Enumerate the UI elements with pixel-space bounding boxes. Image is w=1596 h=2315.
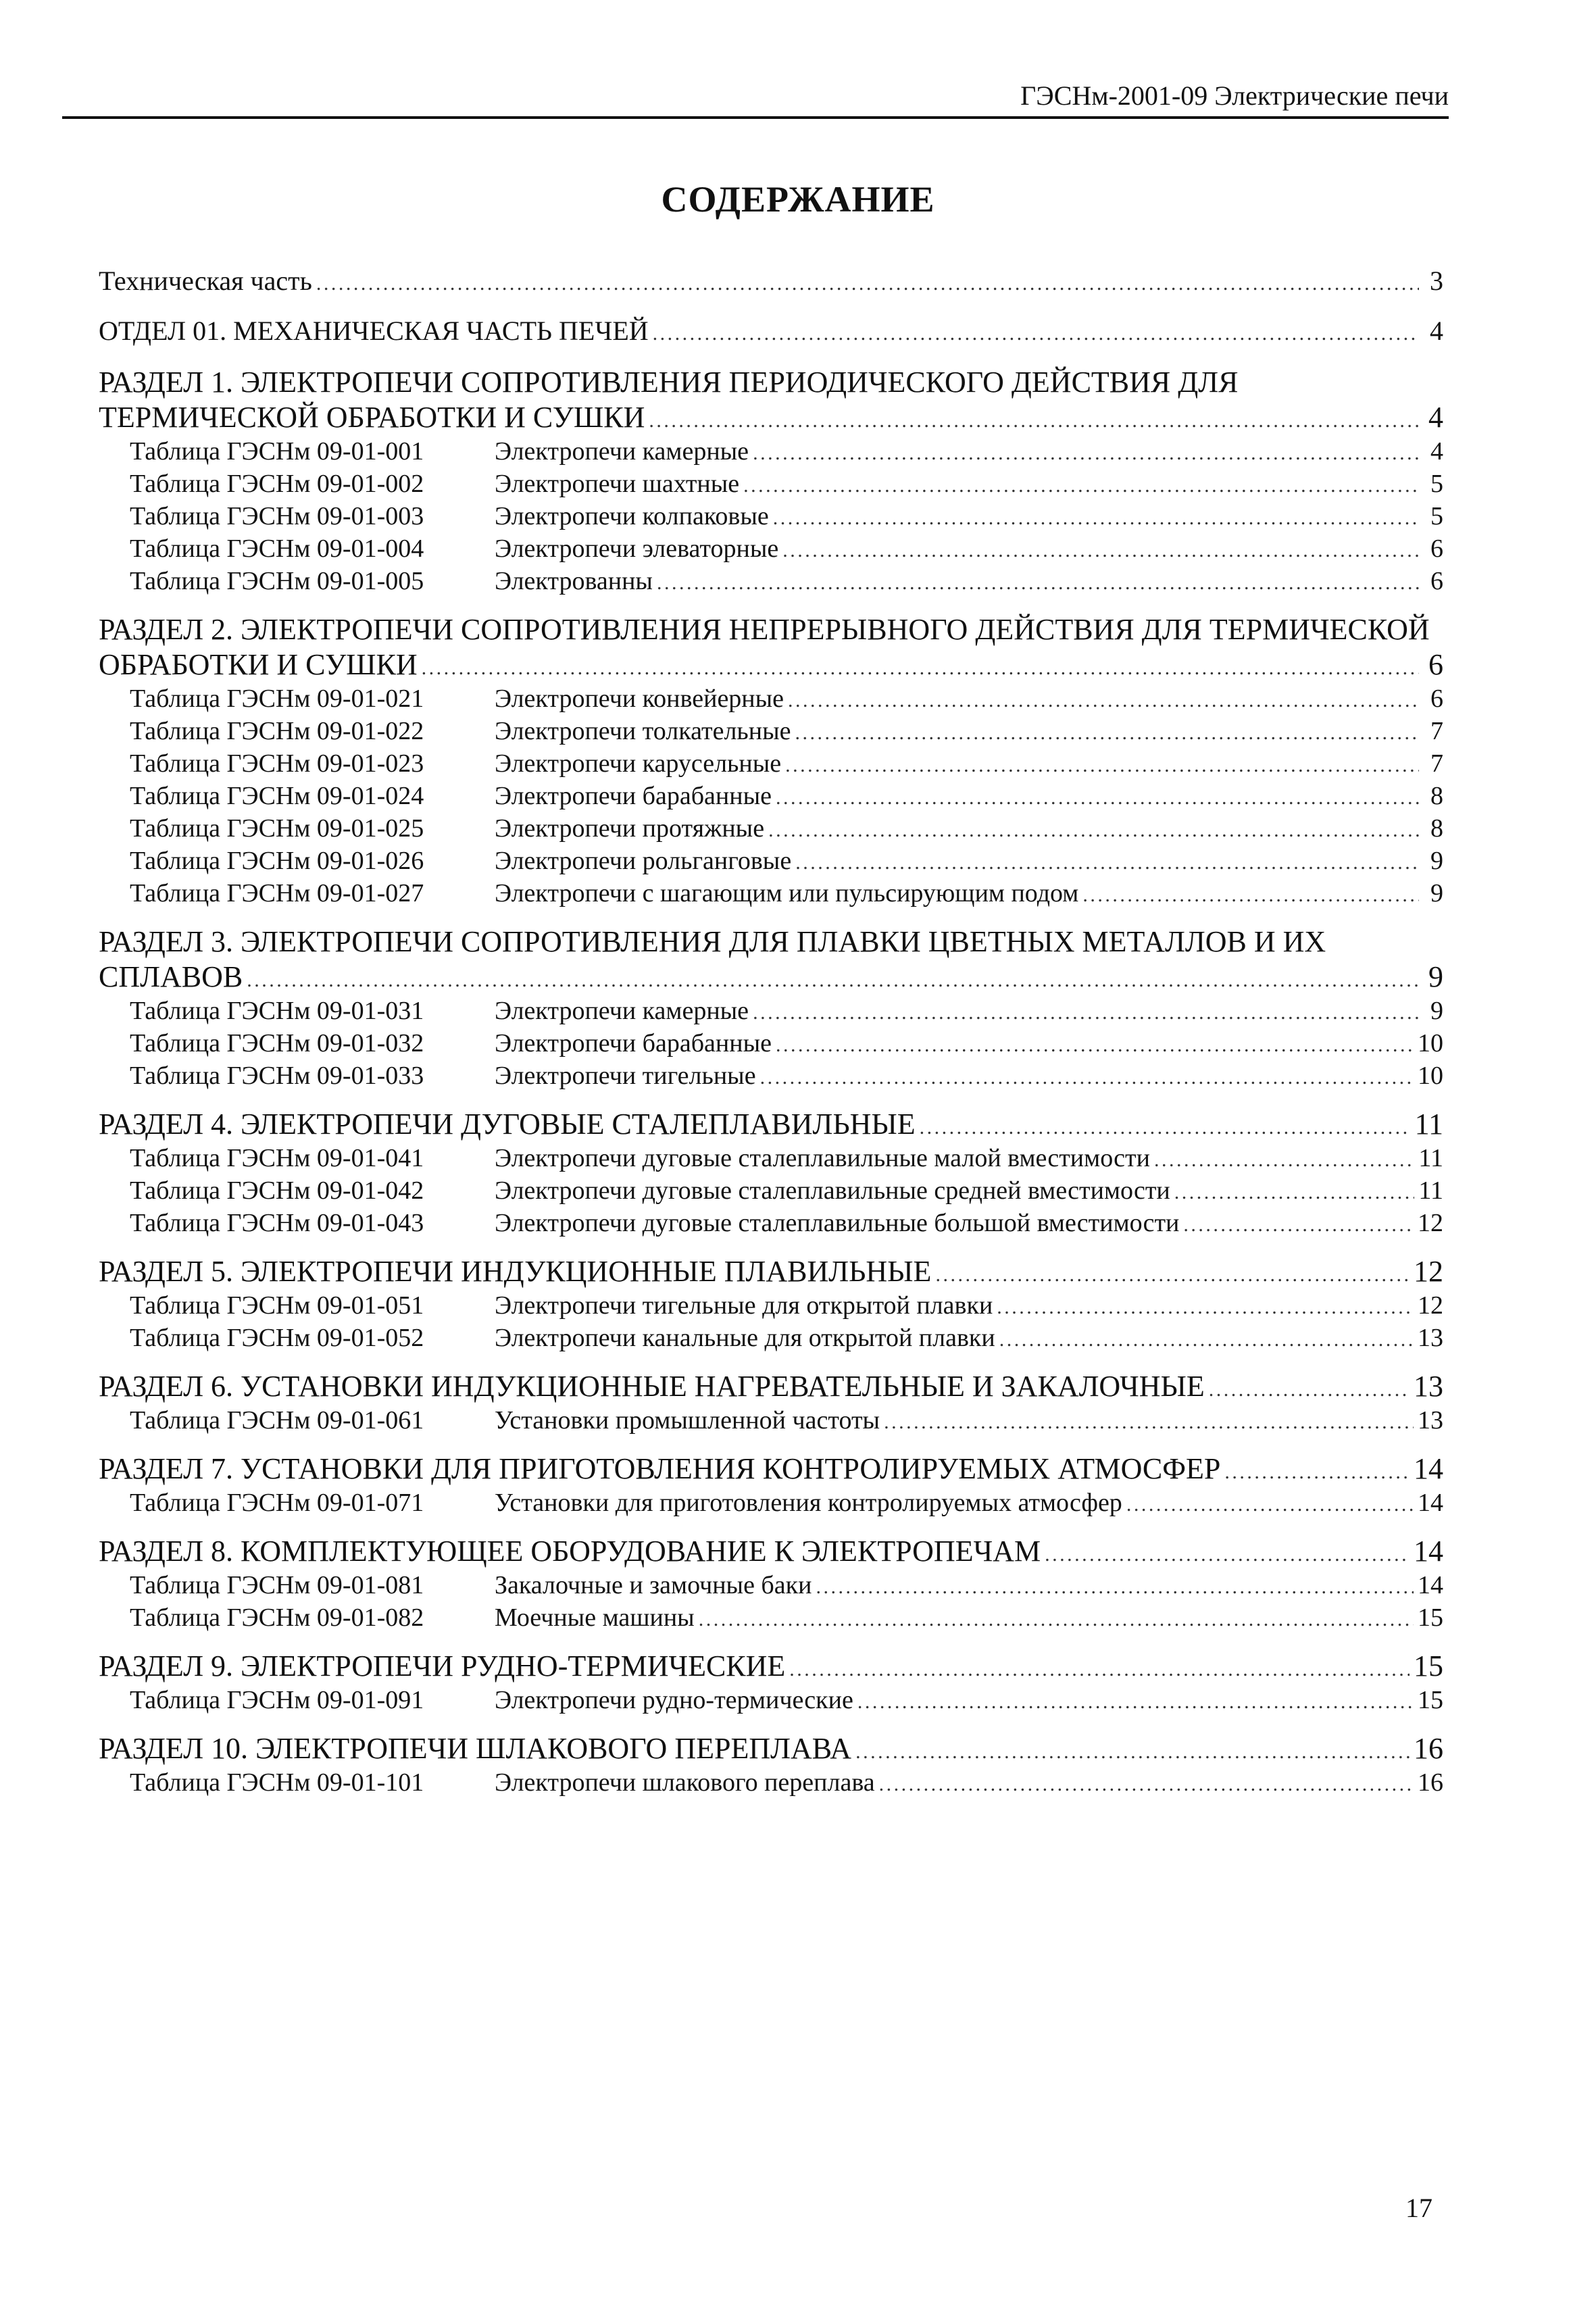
table-page: 6 (1430, 684, 1443, 713)
section-heading[interactable] (99, 1451, 1443, 1487)
dot-leader (776, 780, 1419, 812)
table-title: Установки промышленной частоты (495, 1406, 880, 1435)
table-code: Таблица ГЭСНм 09-01-002 (130, 470, 424, 498)
dot-leader (316, 265, 1419, 297)
section-heading-line1[interactable]: РАЗДЕЛ 3. ЭЛЕКТРОПЕЧИ СОПРОТИВЛЕНИЯ ДЛЯ ПЛАВКИ ЦВЕТНЫХ МЕТАЛЛОВ И ИХ (99, 925, 1326, 958)
toc-table-row[interactable] (99, 1487, 1443, 1519)
section-heading[interactable] (99, 1107, 1443, 1142)
table-title: Электропечи элеваторные (495, 534, 779, 563)
dot-leader (782, 532, 1419, 565)
table-code: Таблица ГЭСНм 09-01-082 (130, 1603, 424, 1632)
toc-section (99, 1731, 1443, 1799)
table-title: Электропечи протяжные (495, 814, 765, 843)
section-heading-text: РАЗДЕЛ 8. КОМПЛЕКТУЮЩЕЕ ОБОРУДОВАНИЕ К ЭЛЕКТРОПЕЧАМ (99, 1535, 1041, 1568)
dot-leader (753, 995, 1419, 1027)
page-number: 17 (1405, 2193, 1432, 2223)
toc-entry-page: 4 (1430, 316, 1443, 346)
table-page: 7 (1430, 717, 1443, 745)
dot-leader (1209, 1369, 1410, 1404)
toc-entry-text: Техническая часть (99, 266, 312, 296)
table-title: Электропечи шлакового переплава (495, 1768, 875, 1797)
toc-entry-text: ОТДЕЛ 01. МЕХАНИЧЕСКАЯ ЧАСТЬ ПЕЧЕЙ (99, 316, 649, 346)
toc-table-row[interactable] (99, 845, 1443, 877)
table-page: 6 (1430, 567, 1443, 595)
table-code: Таблица ГЭСНм 09-01-023 (130, 749, 424, 778)
section-heading[interactable] (99, 647, 1443, 682)
table-page: 13 (1418, 1324, 1443, 1352)
toc-section (99, 924, 1443, 1092)
dot-leader (422, 647, 1419, 682)
table-title: Электропечи тигельные для открытой плавки (495, 1291, 993, 1320)
table-page: 5 (1430, 470, 1443, 498)
toc-table-row[interactable] (99, 1289, 1443, 1322)
section-heading-text: РАЗДЕЛ 10. ЭЛЕКТРОПЕЧИ ШЛАКОВОГО ПЕРЕПЛАВА (99, 1732, 852, 1765)
toc-top-entry (99, 315, 1443, 347)
table-code: Таблица ГЭСНм 09-01-043 (130, 1209, 424, 1237)
section-heading-text: ТЕРМИЧЕСКОЙ ОБРАБОТКИ И СУШКИ (99, 401, 645, 434)
table-page: 15 (1418, 1686, 1443, 1714)
table-code: Таблица ГЭСНм 09-01-027 (130, 879, 424, 907)
table-code: Таблица ГЭСНм 09-01-101 (130, 1768, 424, 1797)
table-title: Электропечи шахтные (495, 470, 740, 498)
dot-leader (1183, 1207, 1414, 1239)
toc-section (99, 1451, 1443, 1519)
section-heading-text: ОБРАБОТКИ И СУШКИ (99, 648, 418, 681)
dot-leader (768, 812, 1419, 845)
table-page: 14 (1418, 1571, 1443, 1599)
dot-leader (788, 682, 1419, 715)
table-title: Электропечи дуговые сталеплавильные большой вместимости (495, 1209, 1180, 1237)
table-page: 9 (1430, 847, 1443, 875)
toc-table-row[interactable] (99, 1027, 1443, 1060)
table-page: 14 (1418, 1489, 1443, 1517)
table-title: Электропечи камерные (495, 997, 749, 1025)
section-heading-text: СПЛАВОВ (99, 960, 243, 993)
table-page: 7 (1430, 749, 1443, 778)
table-code: Таблица ГЭСНм 09-01-004 (130, 534, 424, 563)
toc-table-row[interactable] (99, 1601, 1443, 1634)
table-title: Электропечи дуговые сталеплавильные малой вместимости (495, 1144, 1150, 1172)
toc-table-row[interactable] (99, 565, 1443, 597)
section-heading-page: 15 (1414, 1649, 1443, 1683)
dot-leader (760, 1060, 1414, 1092)
table-page: 8 (1430, 782, 1443, 810)
toc-entry[interactable] (99, 315, 1443, 347)
table-page: 8 (1430, 814, 1443, 843)
section-heading-page: 6 (1428, 648, 1443, 681)
dot-leader (773, 500, 1419, 532)
dot-leader (920, 1107, 1411, 1142)
toc-table-row[interactable] (99, 532, 1443, 565)
toc-table-row[interactable] (99, 812, 1443, 845)
table-title: Электропечи дуговые сталеплавильные средней вместимости (495, 1176, 1170, 1205)
section-heading-text: РАЗДЕЛ 4. ЭЛЕКТРОПЕЧИ ДУГОВЫЕ СТАЛЕПЛАВИЛЬНЫЕ (99, 1107, 916, 1141)
toc-table-row[interactable] (99, 747, 1443, 780)
table-code: Таблица ГЭСНм 09-01-005 (130, 567, 424, 595)
toc-section (99, 1107, 1443, 1239)
toc-section (99, 612, 1443, 910)
section-heading-page: 4 (1428, 401, 1443, 434)
table-page: 10 (1418, 1062, 1443, 1090)
toc-table-row[interactable] (99, 1174, 1443, 1207)
table-of-contents (99, 265, 1443, 1814)
toc-table-row[interactable] (99, 435, 1443, 468)
header-rule (62, 116, 1449, 119)
section-heading[interactable] (99, 1369, 1443, 1404)
toc-table-row[interactable] (99, 1207, 1443, 1239)
toc-table-row[interactable] (99, 1766, 1443, 1799)
dot-leader (785, 747, 1419, 780)
dot-leader (789, 1649, 1410, 1684)
table-title: Электропечи с шагающим или пульсирующим подом (495, 879, 1079, 907)
dot-leader (743, 468, 1419, 500)
table-code: Таблица ГЭСНм 09-01-091 (130, 1686, 424, 1714)
table-title: Установки для приготовления контролируемых атмосфер (495, 1489, 1122, 1517)
table-code: Таблица ГЭСНм 09-01-033 (130, 1062, 424, 1090)
dot-leader (884, 1404, 1414, 1437)
table-title: Электропечи конвейерные (495, 684, 784, 713)
section-heading-text: РАЗДЕЛ 5. ЭЛЕКТРОПЕЧИ ИНДУКЦИОННЫЕ ПЛАВИЛЬНЫЕ (99, 1255, 932, 1288)
dot-leader (649, 400, 1419, 435)
table-code: Таблица ГЭСНм 09-01-041 (130, 1144, 424, 1172)
section-heading-page: 14 (1414, 1535, 1443, 1568)
toc-table-row[interactable] (99, 1060, 1443, 1092)
table-title: Электрованны (495, 567, 653, 595)
section-heading-text: РАЗДЕЛ 9. ЭЛЕКТРОПЕЧИ РУДНО-ТЕРМИЧЕСКИЕ (99, 1649, 786, 1683)
section-heading[interactable] (99, 960, 1443, 995)
section-heading-page: 9 (1428, 960, 1443, 993)
table-title: Электропечи колпаковые (495, 502, 769, 530)
dot-leader (879, 1766, 1414, 1799)
table-page: 12 (1418, 1291, 1443, 1320)
dot-leader (855, 1731, 1410, 1766)
table-code: Таблица ГЭСНм 09-01-022 (130, 717, 424, 745)
table-code: Таблица ГЭСНм 09-01-051 (130, 1291, 424, 1320)
section-heading-page: 14 (1414, 1452, 1443, 1485)
table-page: 9 (1430, 997, 1443, 1025)
table-title: Электропечи рудно-термические (495, 1686, 853, 1714)
table-title: Электропечи рольганговые (495, 847, 792, 875)
table-title: Электропечи канальные для открытой плавки (495, 1324, 995, 1352)
dot-leader (1174, 1174, 1415, 1207)
section-heading-line1[interactable]: РАЗДЕЛ 1. ЭЛЕКТРОПЕЧИ СОПРОТИВЛЕНИЯ ПЕРИОДИЧЕСКОГО ДЕЙСТВИЯ ДЛЯ (99, 366, 1239, 399)
table-title: Моечные машины (495, 1603, 695, 1632)
section-heading-text: РАЗДЕЛ 6. УСТАНОВКИ ИНДУКЦИОННЫЕ НАГРЕВАТЕЛЬНЫЕ И ЗАКАЛОЧНЫЕ (99, 1370, 1205, 1403)
dot-leader (1082, 877, 1419, 910)
dot-leader (699, 1601, 1414, 1634)
section-heading[interactable] (99, 400, 1443, 435)
table-page: 11 (1418, 1176, 1443, 1205)
dot-leader (1224, 1451, 1410, 1487)
toc-section (99, 1369, 1443, 1437)
toc-table-row[interactable] (99, 715, 1443, 747)
dot-leader (1126, 1487, 1414, 1519)
toc-section (99, 365, 1443, 597)
table-page: 9 (1430, 879, 1443, 907)
toc-table-row[interactable] (99, 682, 1443, 715)
section-heading-page: 11 (1414, 1107, 1443, 1141)
toc-table-row[interactable] (99, 1404, 1443, 1437)
toc-table-row[interactable] (99, 995, 1443, 1027)
table-page: 10 (1418, 1029, 1443, 1057)
table-code: Таблица ГЭСНм 09-01-026 (130, 847, 424, 875)
toc-table-row[interactable] (99, 780, 1443, 812)
table-code: Таблица ГЭСНм 09-01-071 (130, 1489, 424, 1517)
page-title: СОДЕРЖАНИЕ (661, 179, 935, 220)
toc-table-row[interactable] (99, 500, 1443, 532)
dot-leader (1045, 1534, 1410, 1569)
section-heading[interactable] (99, 1731, 1443, 1766)
table-code: Таблица ГЭСНм 09-01-042 (130, 1176, 424, 1205)
toc-top-entry (99, 265, 1443, 297)
table-page: 5 (1430, 502, 1443, 530)
toc-table-row[interactable] (99, 1322, 1443, 1354)
toc-section (99, 1534, 1443, 1634)
table-title: Закалочные и замочные баки (495, 1571, 812, 1599)
dot-leader (997, 1289, 1414, 1322)
dot-leader (816, 1569, 1414, 1601)
toc-table-row[interactable] (99, 468, 1443, 500)
table-title: Электропечи барабанные (495, 1029, 772, 1057)
dot-leader (795, 715, 1419, 747)
table-code: Таблица ГЭСНм 09-01-031 (130, 997, 424, 1025)
toc-table-row[interactable] (99, 1684, 1443, 1716)
table-page: 13 (1418, 1406, 1443, 1435)
toc-entry-page: 3 (1430, 266, 1443, 296)
dot-leader (857, 1684, 1414, 1716)
table-code: Таблица ГЭСНм 09-01-021 (130, 684, 424, 713)
table-title: Электропечи толкательные (495, 717, 791, 745)
table-code: Таблица ГЭСНм 09-01-032 (130, 1029, 424, 1057)
section-heading-page: 12 (1414, 1255, 1443, 1288)
dot-leader (935, 1254, 1410, 1289)
section-heading-page: 16 (1414, 1732, 1443, 1765)
table-code: Таблица ГЭСНм 09-01-003 (130, 502, 424, 530)
table-page: 4 (1430, 437, 1443, 466)
section-heading-line1[interactable]: РАЗДЕЛ 2. ЭЛЕКТРОПЕЧИ СОПРОТИВЛЕНИЯ НЕПРЕРЫВНОГО ДЕЙСТВИЯ ДЛЯ ТЕРМИЧЕСКОЙ (99, 613, 1430, 646)
table-title: Электропечи карусельные (495, 749, 782, 778)
section-heading[interactable] (99, 1254, 1443, 1289)
section-heading[interactable] (99, 1649, 1443, 1684)
dot-leader (776, 1027, 1414, 1060)
table-page: 12 (1418, 1209, 1443, 1237)
dot-leader (795, 845, 1419, 877)
table-page: 6 (1430, 534, 1443, 563)
dot-leader (247, 960, 1419, 995)
toc-entry[interactable] (99, 265, 1443, 297)
section-heading-text: РАЗДЕЛ 7. УСТАНОВКИ ДЛЯ ПРИГОТОВЛЕНИЯ КОНТРОЛИРУЕМЫХ АТМОСФЕР (99, 1452, 1221, 1485)
table-code: Таблица ГЭСНм 09-01-001 (130, 437, 424, 466)
table-code: Таблица ГЭСНм 09-01-025 (130, 814, 424, 843)
dot-leader (999, 1322, 1414, 1354)
dot-leader (753, 435, 1419, 468)
dot-leader (653, 315, 1419, 347)
toc-section (99, 1649, 1443, 1716)
table-page: 11 (1418, 1144, 1443, 1172)
table-title: Электропечи барабанные (495, 782, 772, 810)
table-title: Электропечи тигельные (495, 1062, 756, 1090)
table-code: Таблица ГЭСНм 09-01-061 (130, 1406, 424, 1435)
table-code: Таблица ГЭСНм 09-01-052 (130, 1324, 424, 1352)
dot-leader (1154, 1142, 1414, 1174)
section-heading[interactable] (99, 1534, 1443, 1569)
section-heading-page: 13 (1414, 1370, 1443, 1403)
table-code: Таблица ГЭСНм 09-01-024 (130, 782, 424, 810)
toc-table-row[interactable] (99, 877, 1443, 910)
toc-table-row[interactable] (99, 1569, 1443, 1601)
table-code: Таблица ГЭСНм 09-01-081 (130, 1571, 424, 1599)
toc-section (99, 1254, 1443, 1354)
dot-leader (657, 565, 1419, 597)
table-page: 16 (1418, 1768, 1443, 1797)
table-title: Электропечи камерные (495, 437, 749, 466)
running-header: ГЭСНм-2001-09 Электрические печи (1020, 80, 1449, 111)
table-page: 15 (1418, 1603, 1443, 1632)
toc-table-row[interactable] (99, 1142, 1443, 1174)
